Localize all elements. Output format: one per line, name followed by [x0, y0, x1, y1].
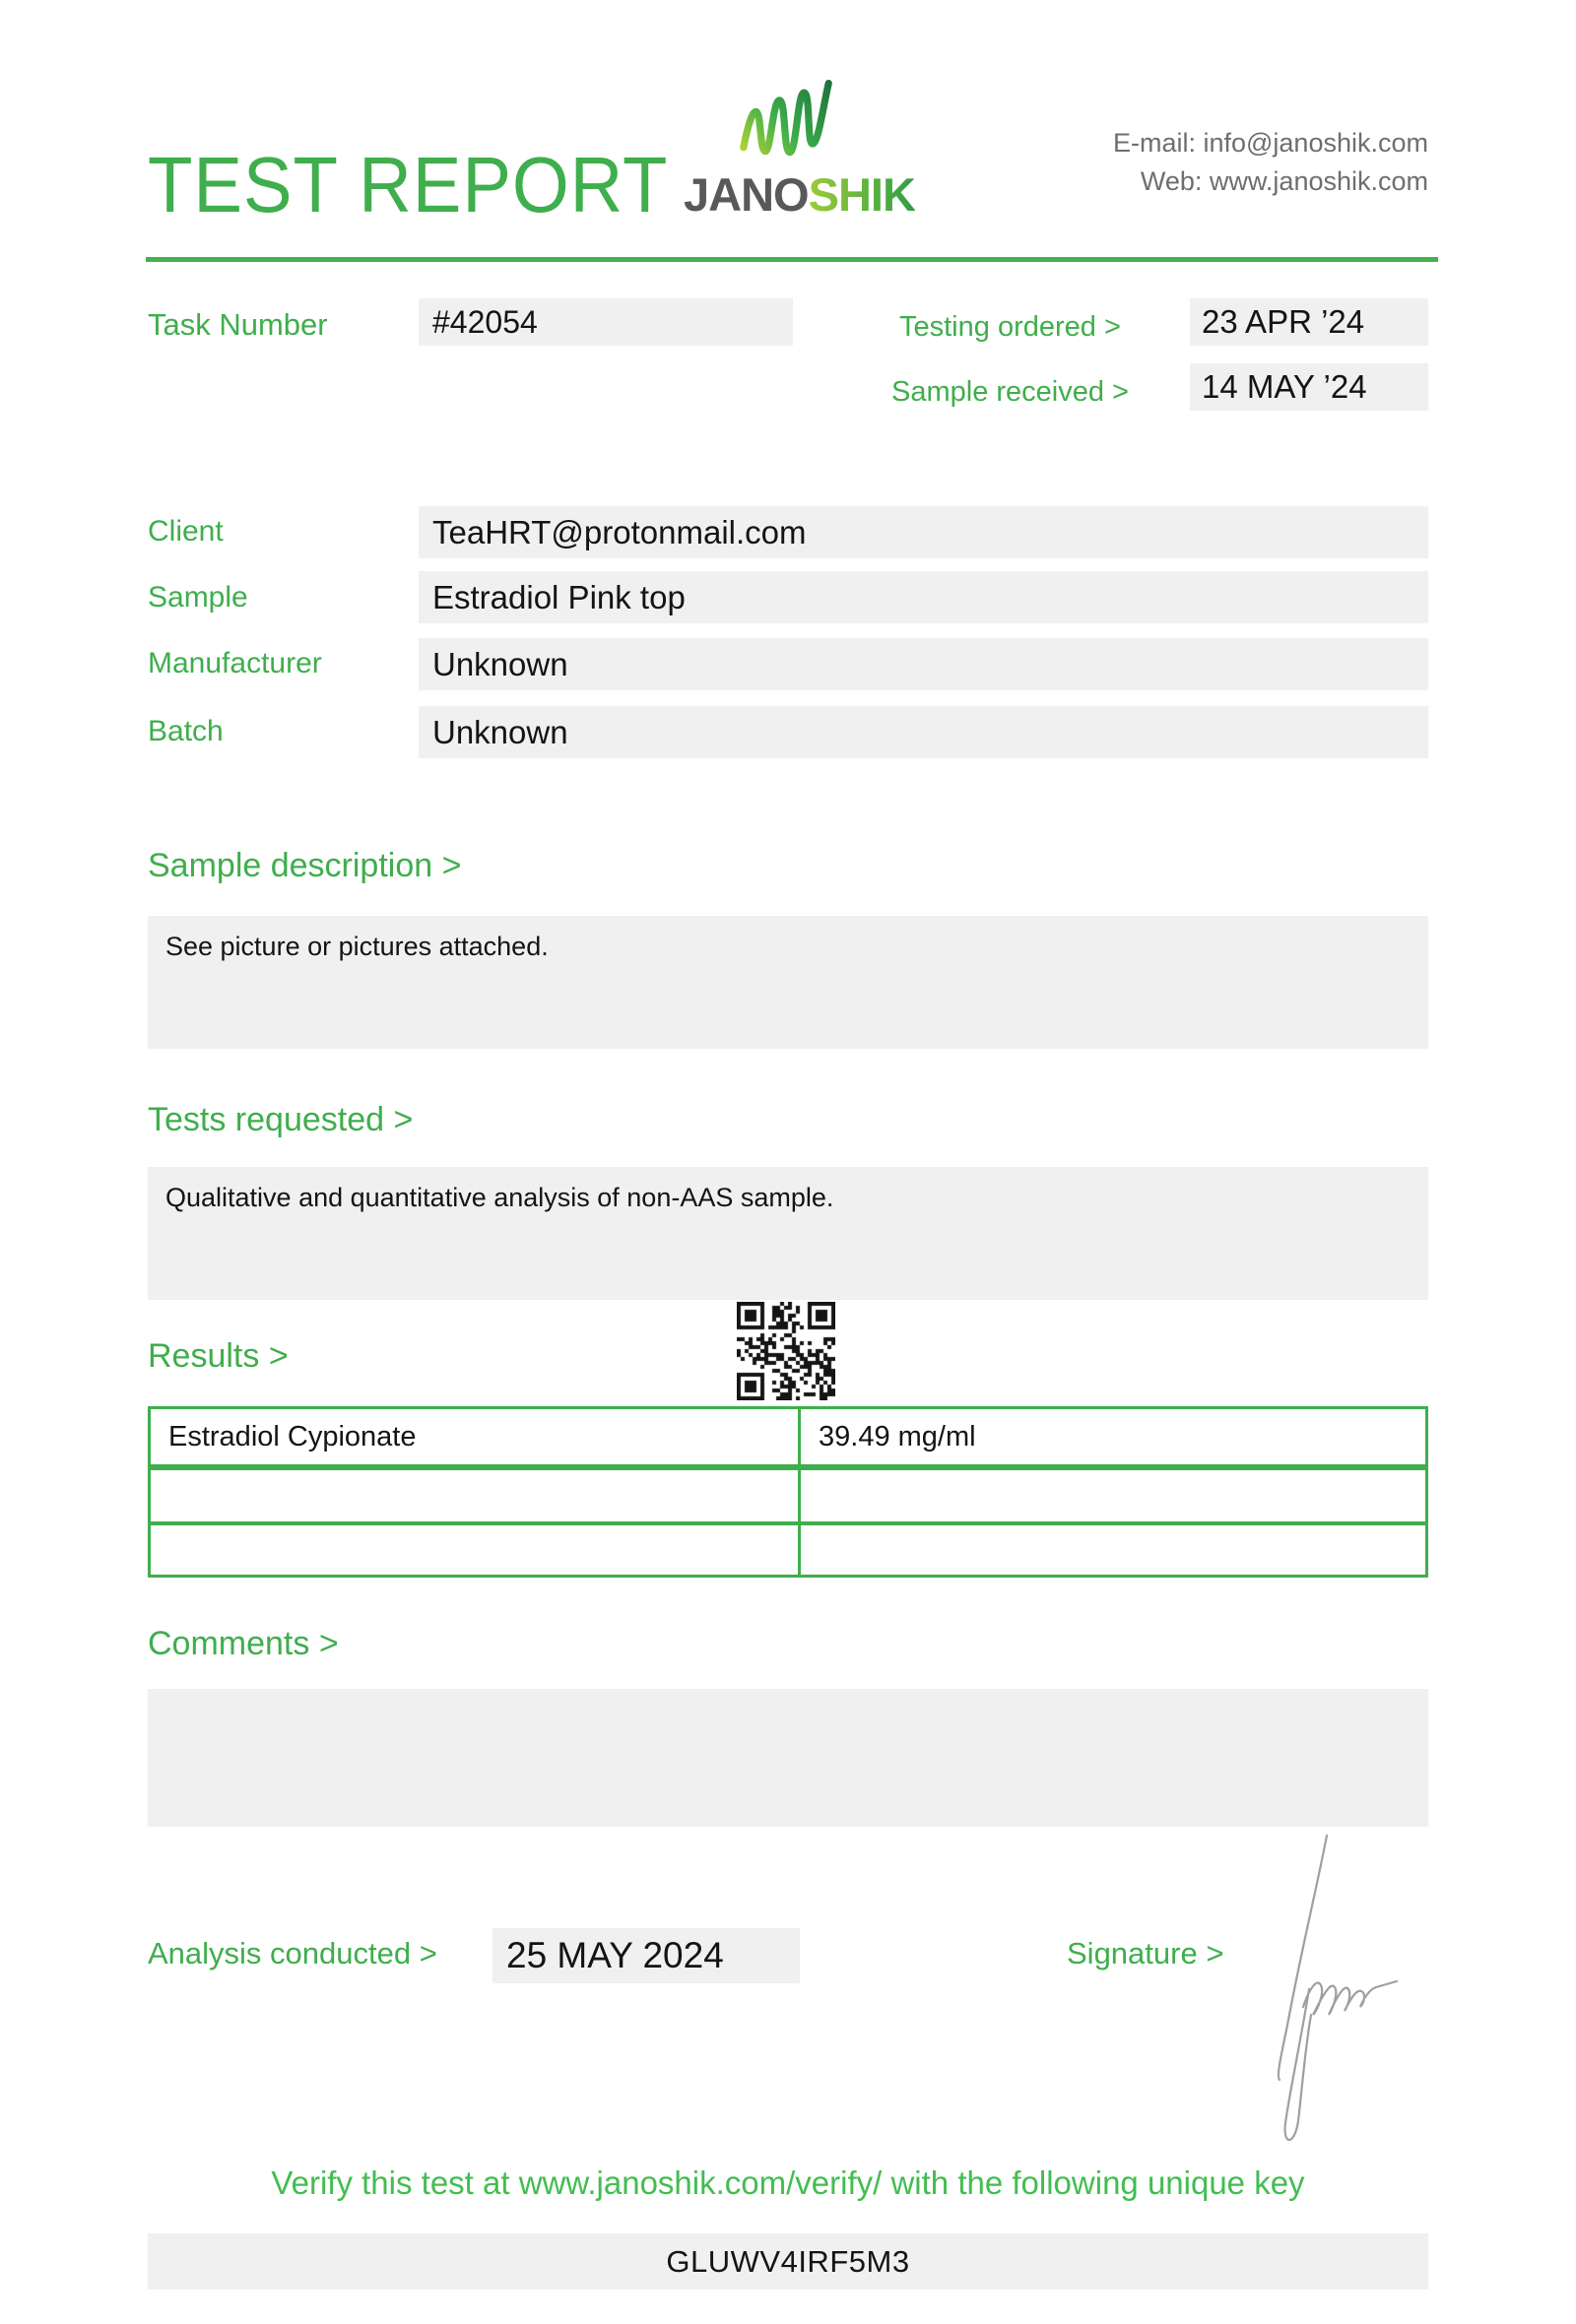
client-value: TeaHRT@protonmail.com [432, 514, 807, 550]
manufacturer-label: Manufacturer [148, 647, 322, 679]
logo-wordmark [684, 167, 915, 222]
analysis-date-value: 25 MAY 2024 [506, 1935, 724, 1975]
verify-instruction: Verify this test at www.janoshik.com/verify/ with the following unique key [271, 2164, 1305, 2201]
comments-box [148, 1689, 1428, 1827]
batch-label: Batch [148, 715, 224, 747]
sample-value: Estradiol Pink top [432, 579, 686, 615]
result-name-cell [151, 1470, 801, 1521]
comments-text [148, 1689, 1428, 1716]
client-field [419, 506, 1428, 558]
header-divider [146, 257, 1438, 262]
page-title: TEST REPORT [148, 141, 669, 228]
tests-requested-box [148, 1167, 1428, 1300]
batch-value: Unknown [432, 714, 568, 750]
sample-label: Sample [148, 581, 248, 613]
testing-ordered-field [1190, 298, 1428, 346]
results-table-row [148, 1522, 1428, 1578]
result-value-cell [801, 1470, 1425, 1521]
contact-web: Web: www.janoshik.com [1140, 166, 1428, 196]
batch-field [419, 706, 1428, 758]
signature-scribble [1266, 1822, 1433, 2147]
results-table-row [148, 1406, 1428, 1467]
result-value-cell [801, 1525, 1425, 1575]
verify-key-value: GLUWV4IRF5M3 [666, 2244, 910, 2279]
manufacturer-field [419, 638, 1428, 690]
sample-description-text: See picture or pictures attached. [165, 932, 549, 961]
trend-chart-icon [739, 77, 833, 163]
comments-heading: Comments > [148, 1625, 339, 1662]
testing-ordered-value: 23 APR ’24 [1202, 303, 1365, 340]
task-number-label: Task Number [148, 307, 328, 342]
contact-block [985, 124, 1428, 201]
manufacturer-value: Unknown [432, 646, 568, 682]
sample-description-box [148, 916, 1428, 1049]
tests-requested-heading: Tests requested > [148, 1101, 414, 1138]
contact-email: E-mail: info@janoshik.com [1112, 128, 1428, 158]
signature-label: Signature > [1067, 1936, 1224, 1970]
results-heading: Results > [148, 1337, 289, 1375]
client-label: Client [148, 515, 224, 548]
testing-ordered-label: Testing ordered > [899, 311, 1121, 343]
sample-received-label: Sample received > [891, 376, 1129, 408]
task-number-value: #42054 [432, 304, 538, 340]
result-name-cell [151, 1525, 801, 1575]
results-table-row [148, 1467, 1428, 1524]
analysis-date-field [492, 1928, 800, 1983]
sample-received-value: 14 MAY ’24 [1202, 368, 1367, 405]
logo-jano: JANO [684, 168, 809, 221]
task-number-field [419, 298, 793, 346]
result-value-cell [801, 1409, 1425, 1464]
verify-key-field [148, 2233, 1428, 2290]
sample-description-heading: Sample description > [148, 847, 462, 884]
analysis-conducted-label: Analysis conducted > [148, 1936, 437, 1970]
result-value: 39.49 mg/ml [819, 1421, 976, 1452]
logo-shik: SHIK [808, 168, 915, 221]
tests-requested-text: Qualitative and quantitative analysis of non-AAS sample. [165, 1183, 834, 1212]
result-name: Estradiol Cypionate [168, 1421, 417, 1452]
sample-field [419, 571, 1428, 623]
result-name-cell [151, 1409, 801, 1464]
qr-code [737, 1302, 835, 1400]
sample-received-field [1190, 363, 1428, 411]
